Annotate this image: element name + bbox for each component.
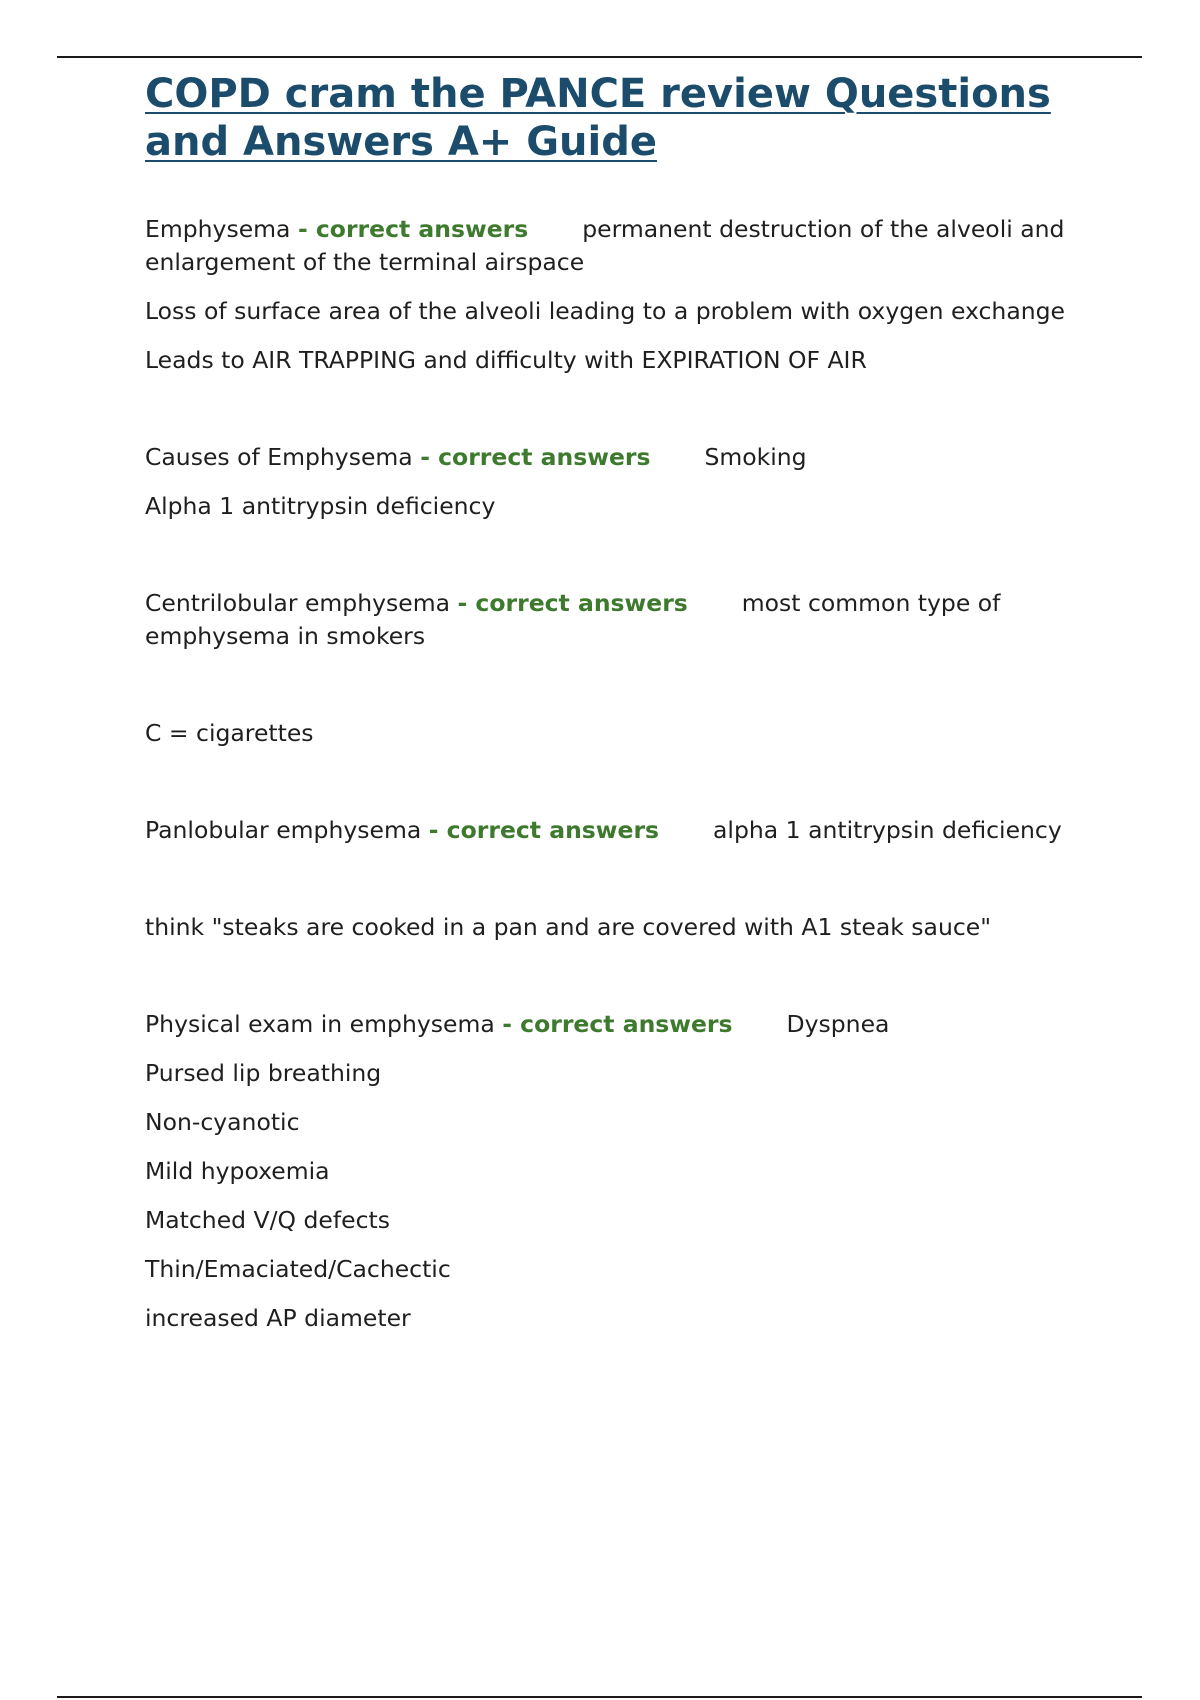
qa-definition: Smoking <box>704 443 807 471</box>
qa-term: Physical exam in emphysema <box>145 1010 495 1038</box>
top-rule <box>57 56 1142 58</box>
document-title: COPD cram the PANCE review Questions and Answers A+ Guide <box>145 71 1051 165</box>
qa-extra-line: think "steaks are cooked in a pan and are covered with A1 steak sauce" <box>145 913 992 941</box>
qa-extra-line: Alpha 1 antitrypsin deficiency <box>145 492 496 520</box>
qa-line <box>145 1008 1075 1041</box>
qa-extra-line: C = cigarettes <box>145 719 314 747</box>
qa-definition: alpha 1 antitrypsin deficiency <box>713 816 1062 844</box>
qa-entry-centrilobular-emphysema <box>145 587 1075 750</box>
qa-extra-line: Non-cyanotic <box>145 1108 300 1136</box>
qa-list <box>145 213 1075 1335</box>
answer-tag: - correct answers <box>297 215 529 243</box>
document-page <box>145 70 1075 1351</box>
qa-extra-line: Pursed lip breathing <box>145 1059 382 1087</box>
qa-entry-panlobular-emphysema <box>145 814 1075 944</box>
qa-entry-emphysema <box>145 213 1075 377</box>
qa-term: Causes of Emphysema <box>145 443 413 471</box>
answer-tag: - correct answers <box>502 1010 733 1038</box>
qa-extra-line: Thin/Emaciated/Cachectic <box>145 1255 451 1283</box>
qa-line <box>145 587 1075 653</box>
qa-line <box>145 814 1075 847</box>
qa-term: Panlobular emphysema <box>145 816 422 844</box>
qa-definition: most common type of emphysema in smokers <box>145 589 1001 650</box>
answer-tag: - correct answers <box>420 443 651 471</box>
qa-entry-causes-of-emphysema <box>145 441 1075 523</box>
qa-term: Centrilobular emphysema <box>145 589 451 617</box>
qa-extra-line: Matched V/Q defects <box>145 1206 390 1234</box>
qa-definition: Dyspnea <box>786 1010 890 1038</box>
qa-extra-line: Leads to AIR TRAPPING and difficulty with EXPIRATION OF AIR <box>145 346 867 374</box>
qa-term: Emphysema <box>145 215 291 243</box>
qa-line <box>145 213 1075 279</box>
qa-extra-line: Loss of surface area of the alveoli leading to a problem with oxygen exchange <box>145 297 1065 325</box>
qa-definition: permanent destruction of the alveoli and enlargement of the terminal airspace <box>145 215 1065 276</box>
qa-extra-line: Mild hypoxemia <box>145 1157 330 1185</box>
answer-tag: - correct answers <box>457 589 688 617</box>
qa-line <box>145 441 1075 474</box>
bottom-rule <box>57 1696 1142 1698</box>
qa-extra-line: increased AP diameter <box>145 1304 411 1332</box>
qa-entry-physical-exam <box>145 1008 1075 1335</box>
answer-tag: - correct answers <box>428 816 660 844</box>
